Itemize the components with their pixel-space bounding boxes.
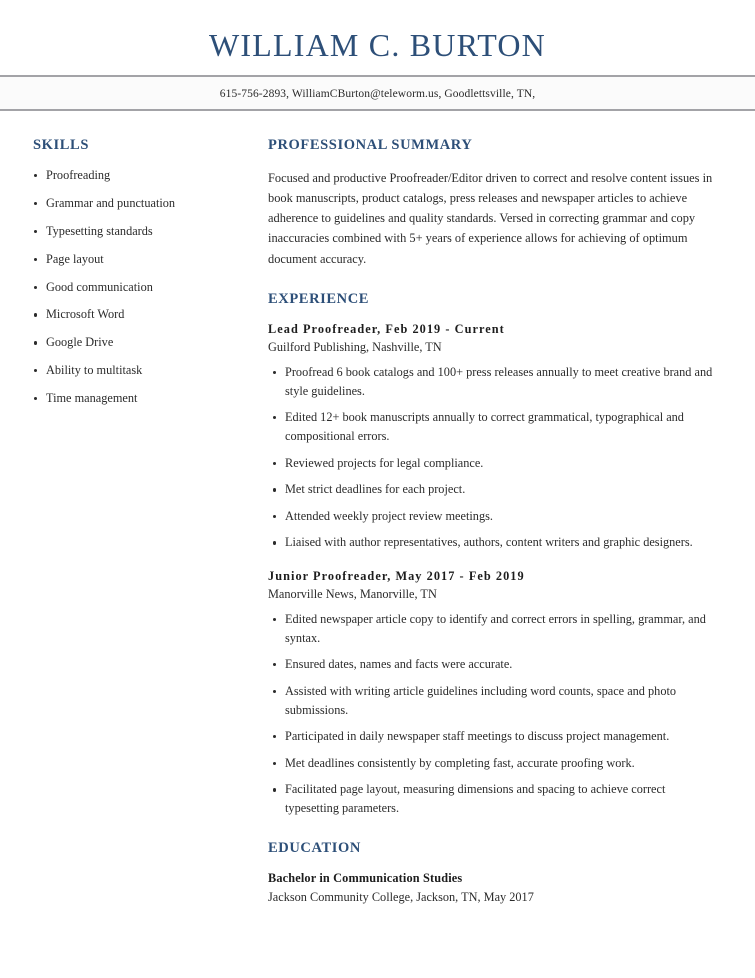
job-company: Manorville News, Manorville, TN (268, 586, 437, 601)
section-title-professional-summary: PROFESSIONAL SUMMARY (268, 137, 473, 154)
skill-label: Page layout (46, 251, 104, 266)
experience-entry (268, 569, 722, 819)
bullet-text: Assisted with writing article guidelines including word counts, space and photo submissions. (285, 683, 677, 717)
professional-summary-text: Focused and productive Proofreader/Editor driven to correct and resolve content issues in book manuscripts, product catalogs, press releases and newspaper articles to achieve adherence to guidelines and quality standards. Versed in correcting grammar and copy inaccuracies combined with 5+ years of experience allows for achieving of optimum document accuracy. (268, 171, 713, 266)
list-item (268, 408, 722, 446)
sidebar-column (0, 137, 268, 419)
bullet-text: Met deadlines consistently by completing fast, accurate proofing work. (285, 755, 635, 770)
skill-label: Time management (46, 391, 138, 406)
education-entry (268, 871, 722, 905)
section-title-skills: SKILLS (33, 137, 89, 154)
contact-line: 615-756-2893, WilliamCBurton@teleworm.us, Goodlettsville, TN, (219, 88, 536, 101)
resume-header (0, 0, 755, 75)
list-item (268, 754, 722, 773)
list-item (33, 196, 268, 211)
list-item (33, 335, 268, 350)
list-item (268, 507, 722, 526)
list-item (268, 655, 722, 674)
list-item (268, 454, 722, 473)
main-column (268, 137, 755, 905)
resume-body (0, 111, 755, 905)
job-title: Lead Proofreader, Feb 2019 - Current (268, 321, 505, 336)
skill-label: Microsoft Word (46, 307, 125, 322)
list-item (268, 727, 722, 746)
bullet-text: Edited 12+ book manuscripts annually to correct grammatical, typographical and compositional errors. (285, 410, 684, 444)
bullet-text: Participated in daily newspaper staff meetings to discuss project management. (285, 729, 670, 744)
education-degree: Bachelor in Communication Studies (268, 871, 463, 886)
skill-label: Google Drive (46, 335, 114, 350)
bullet-text: Facilitated page layout, measuring dimensions and spacing to achieve correct typesetting parameters. (285, 782, 666, 816)
list-item (268, 363, 722, 401)
bullet-text: Liaised with author representatives, authors, content writers and graphic designers. (285, 535, 693, 550)
contact-bar (0, 77, 755, 109)
list-item (268, 682, 722, 720)
bullet-text: Proofread 6 book catalogs and 100+ press releases annually to meet creative brand and style guidelines. (285, 364, 713, 398)
skill-label: Good communication (46, 279, 153, 294)
list-item (268, 533, 722, 552)
list-item (33, 391, 268, 406)
list-item (33, 280, 268, 295)
list-item (268, 480, 722, 499)
bullet-text: Met strict deadlines for each project. (285, 482, 466, 497)
job-bullet-list (268, 610, 722, 819)
list-item (33, 168, 268, 183)
job-title: Junior Proofreader, May 2017 - Feb 2019 (268, 568, 525, 583)
section-title-experience: EXPERIENCE (268, 290, 370, 307)
list-item (33, 252, 268, 267)
job-company: Guilford Publishing, Nashville, TN (268, 339, 442, 354)
list-item (33, 224, 268, 239)
list-item (33, 307, 268, 322)
job-bullet-list (268, 363, 722, 553)
skill-label: Grammar and punctuation (46, 196, 176, 211)
experience-entry (268, 322, 722, 553)
skill-label: Ability to multitask (46, 363, 143, 378)
skill-label: Typesetting standards (46, 223, 153, 238)
education-school: Jackson Community College, Jackson, TN, May 2017 (268, 890, 534, 905)
bullet-text: Attended weekly project review meetings. (285, 508, 493, 523)
bullet-text: Edited newspaper article copy to identify and correct errors in spelling, grammar, and syntax. (285, 611, 706, 645)
list-item (268, 610, 722, 648)
section-title-education: EDUCATION (268, 840, 361, 857)
skill-label: Proofreading (46, 168, 111, 183)
list-item (33, 363, 268, 378)
skills-list (33, 168, 268, 406)
page-title: WILLIAM C. BURTON (209, 27, 546, 63)
bullet-text: Ensured dates, names and facts were accurate. (285, 657, 513, 672)
list-item (268, 780, 722, 818)
bullet-text: Reviewed projects for legal compliance. (285, 455, 484, 470)
